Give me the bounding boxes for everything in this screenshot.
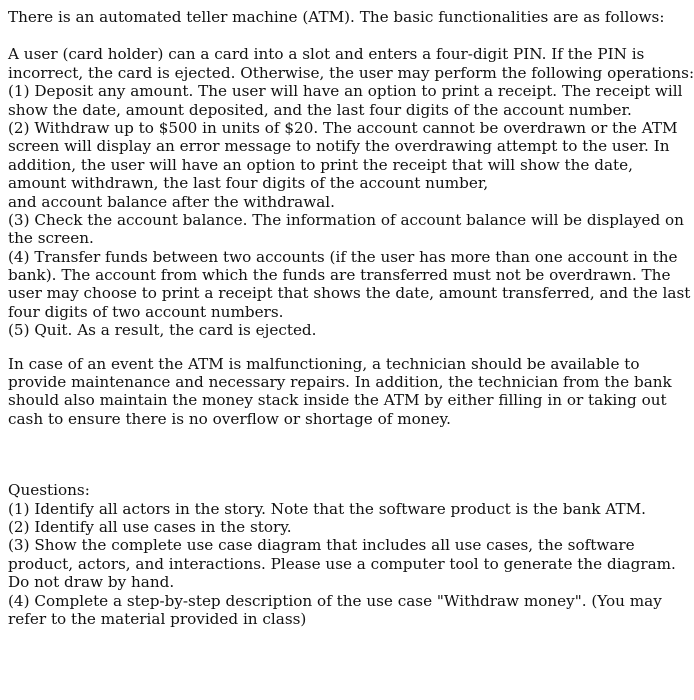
description-line: user may choose to print a receipt that shows the date, amount transferred, and the last: [8, 284, 691, 303]
maintenance-line: cash to ensure there is no overflow or shortage of money.: [8, 409, 451, 428]
intro-line: There is an automated teller machine (ATM). The basic functionalities are as follows:: [8, 8, 665, 26]
description-line: and account balance after the withdrawal.: [8, 192, 335, 211]
description-line: amount withdrawn, the last four digits of the account number,: [8, 174, 489, 193]
paragraph-gap: [8, 26, 690, 45]
questions-section: [8, 481, 690, 628]
description-line: A user (card holder) can a card into a slot and enters a four-digit PIN. If the PIN is: [8, 45, 645, 64]
description-line: (5) Quit. As a result, the card is ejected.: [8, 321, 317, 340]
description-line: (2) Withdraw up to $500 in units of $20. The account cannot be overdrawn or the ATM: [8, 118, 678, 137]
maintenance-line: provide maintenance and necessary repairs. In addition, the technician from the bank: [8, 373, 672, 392]
description-line: (1) Deposit any amount. The user will have an option to print a receipt. The receipt will: [8, 82, 683, 101]
question-line: (4) Complete a step-by-step description of the use case "Withdraw money". (You may: [8, 591, 662, 610]
description-line: bank). The account from which the funds are transferred must not be overdrawn. The: [8, 266, 671, 285]
question-line: refer to the material provided in class): [8, 609, 307, 628]
description-line: screen will display an error message to notify the overdrawing attempt to the user. In: [8, 137, 670, 156]
description-line: show the date, amount deposited, and the last four digits of the account number.: [8, 100, 632, 119]
document-body: [8, 8, 694, 628]
description-paragraph: [8, 45, 694, 340]
question-line: product, actors, and interactions. Please use a computer tool to generate the diagram.: [8, 554, 676, 573]
maintenance-line: should also maintain the money stack inside the ATM by either filling in or taking out: [8, 391, 667, 410]
description-line: (4) Transfer funds between two accounts (if the user has more than one account in the: [8, 247, 678, 266]
maintenance-line: In case of an event the ATM is malfunctioning, a technician should be available to: [8, 354, 640, 373]
description-line: (3) Check the account balance. The information of account balance will be displayed on: [8, 210, 684, 229]
description-line: four digits of two account numbers.: [8, 302, 284, 321]
section-gap: [8, 428, 690, 481]
question-line: (2) Identify all use cases in the story.: [8, 517, 292, 536]
questions-heading: Questions:: [8, 481, 90, 500]
paragraph-gap: [8, 340, 690, 355]
description-line: addition, the user will have an option to print the receipt that will show the date,: [8, 155, 633, 174]
question-line: (1) Identify all actors in the story. Note that the software product is the bank ATM.: [8, 499, 646, 518]
question-line: Do not draw by hand.: [8, 573, 175, 592]
maintenance-paragraph: [8, 355, 690, 429]
description-line: the screen.: [8, 229, 94, 248]
description-line: incorrect, the card is ejected. Otherwise, the user may perform the following operations:: [8, 63, 694, 82]
question-line: (3) Show the complete use case diagram that includes all use cases, the software: [8, 536, 635, 555]
